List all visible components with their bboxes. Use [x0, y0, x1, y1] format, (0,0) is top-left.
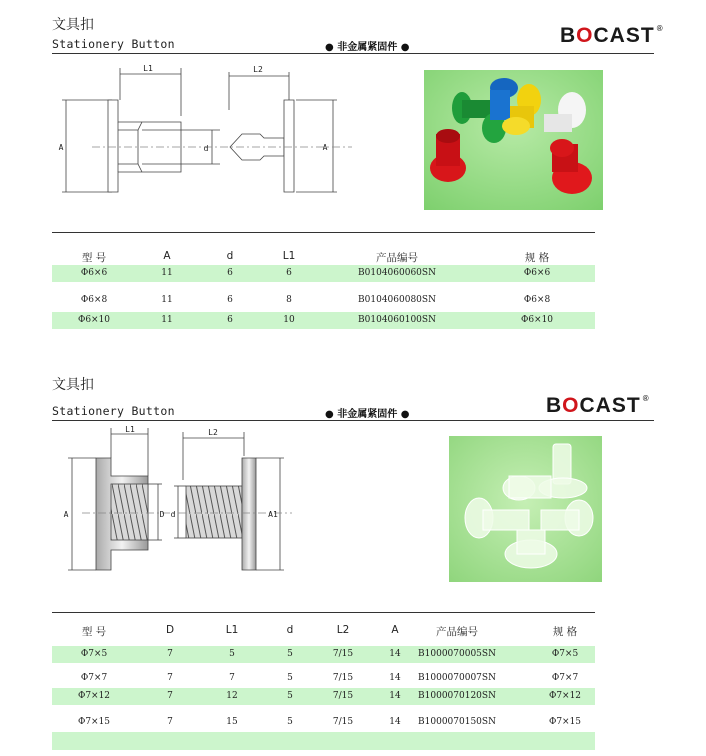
cell-l2: 7/15	[332, 717, 354, 727]
cell-a: 14	[389, 691, 401, 701]
brand-logo	[560, 24, 664, 48]
cell-l1: 15	[226, 717, 238, 727]
cell-model: Φ7×7	[80, 673, 108, 683]
cell-product-code: B1000070120SN	[418, 691, 496, 701]
cell-model: Φ7×5	[80, 649, 108, 659]
cell-product-code: B0104060100SN	[358, 315, 436, 325]
cell-a: 11	[161, 295, 173, 305]
cell-a: 14	[389, 673, 401, 683]
tagline: ● 非金属紧固件 ●	[325, 42, 410, 53]
dim-l2-label: L2	[208, 428, 218, 437]
cell-spec: Φ7×5	[551, 649, 579, 659]
dim-l2-label: L2	[253, 65, 263, 74]
brand-logo	[546, 394, 650, 418]
dim-big-d-label: D	[159, 510, 165, 519]
cell-l1: 10	[283, 315, 295, 325]
cell-model: Φ7×12	[77, 691, 111, 701]
cell-d: 5	[287, 673, 293, 683]
cell-l1: 7	[229, 673, 235, 683]
table-row	[52, 670, 595, 687]
product-section-1	[0, 0, 706, 340]
cell-d: 6	[227, 315, 233, 325]
brand-prefix: B	[546, 394, 563, 417]
cell-d: 6	[227, 295, 233, 305]
cell-big-d: 7	[167, 649, 173, 659]
cell-product-code: B1000070007SN	[418, 673, 496, 683]
brand-suffix: CAST	[593, 24, 655, 47]
dim-d-label: d	[170, 510, 176, 519]
cell-big-d: 7	[167, 717, 173, 727]
section-title-en: Stationery Button	[52, 37, 175, 51]
product-photo-colored-buttons	[424, 70, 603, 210]
section-title-cn: 文具扣	[52, 17, 94, 33]
cell-product-code: B1000070150SN	[418, 717, 496, 727]
section-title-cn: 文具扣	[52, 377, 94, 393]
spec-table-2	[52, 612, 595, 752]
header-big-d: D	[165, 624, 175, 636]
table-row	[52, 688, 595, 705]
table-top-rule	[52, 232, 595, 233]
header-rule	[52, 53, 654, 54]
cell-spec: Φ6×6	[523, 268, 551, 278]
header-d: d	[226, 250, 234, 262]
technical-drawing	[52, 424, 292, 584]
cell-model: Φ6×10	[77, 315, 111, 325]
cell-big-d: 7	[167, 673, 173, 683]
header-model: 型 号	[81, 252, 107, 264]
cell-spec: Φ7×7	[551, 673, 579, 683]
dim-a-label: A	[63, 510, 69, 519]
cell-spec: Φ6×8	[523, 295, 551, 305]
header-l2: L2	[336, 624, 350, 636]
spec-table-1	[52, 232, 595, 332]
header-spec: 规 格	[524, 252, 550, 264]
table-row	[52, 646, 595, 663]
cell-spec: Φ7×12	[548, 691, 582, 701]
table-row	[52, 265, 595, 282]
cell-model: Φ7×15	[77, 717, 111, 727]
header-spec: 规 格	[552, 626, 578, 638]
cell-d: 5	[287, 717, 293, 727]
table-header-row	[52, 250, 595, 266]
header-l1: L1	[282, 250, 296, 262]
header-a: A	[163, 250, 171, 262]
brand-prefix: B	[560, 24, 577, 47]
cell-a: 14	[389, 649, 401, 659]
header-product-code: 产品编号	[376, 252, 418, 264]
header-a: A	[391, 624, 399, 636]
header-l1: L1	[225, 624, 239, 636]
cell-l2: 7/15	[332, 673, 354, 683]
technical-drawing	[52, 60, 352, 210]
cell-l2: 7/15	[332, 691, 354, 701]
brand-suffix: CAST	[579, 394, 641, 417]
cell-a: 11	[161, 268, 173, 278]
table-row	[52, 292, 595, 309]
dim-l1-label: L1	[125, 425, 135, 434]
header-model: 型 号	[81, 626, 107, 638]
cell-l1: 5	[229, 649, 235, 659]
cell-d: 5	[287, 691, 293, 701]
cell-product-code: B0104060080SN	[358, 295, 436, 305]
brand-reg: ®	[656, 24, 664, 33]
section-title-en: Stationery Button	[52, 404, 175, 418]
dim-a-right-label: A	[322, 143, 328, 152]
cell-d: 6	[227, 268, 233, 278]
dim-l1-label: L1	[143, 64, 153, 73]
product-photo-translucent-buttons	[449, 436, 602, 582]
cell-spec: Φ7×15	[548, 717, 582, 727]
header-product-code: 产品编号	[436, 626, 478, 638]
brand-o: O	[562, 394, 580, 417]
cell-spec: Φ6×10	[520, 315, 554, 325]
dim-d-label: d	[203, 144, 209, 153]
header-rule	[52, 420, 654, 421]
cell-d: 5	[287, 649, 293, 659]
cell-l2: 7/15	[332, 649, 354, 659]
brand-reg: ®	[642, 394, 650, 403]
cell-model: Φ6×8	[80, 295, 108, 305]
product-section-2	[0, 368, 706, 756]
cell-big-d: 7	[167, 691, 173, 701]
cell-l1: 6	[286, 268, 292, 278]
cell-l1: 12	[226, 691, 238, 701]
cell-l1: 8	[286, 295, 292, 305]
brand-o: O	[576, 24, 594, 47]
table-row	[52, 714, 595, 731]
header-d: d	[286, 624, 294, 636]
cell-product-code: B0104060060SN	[358, 268, 436, 278]
dim-a1-label: A1	[268, 510, 278, 519]
tagline: ● 非金属紧固件 ●	[325, 409, 410, 420]
cell-product-code: B1000070005SN	[418, 649, 496, 659]
cell-a: 14	[389, 717, 401, 727]
table-row	[52, 312, 595, 329]
table-header-row	[52, 624, 595, 640]
cell-model: Φ6×6	[80, 268, 108, 278]
cell-a: 11	[161, 315, 173, 325]
table-top-rule	[52, 612, 595, 613]
dim-a-left-label: A	[58, 143, 64, 152]
table-empty-row	[52, 732, 595, 750]
